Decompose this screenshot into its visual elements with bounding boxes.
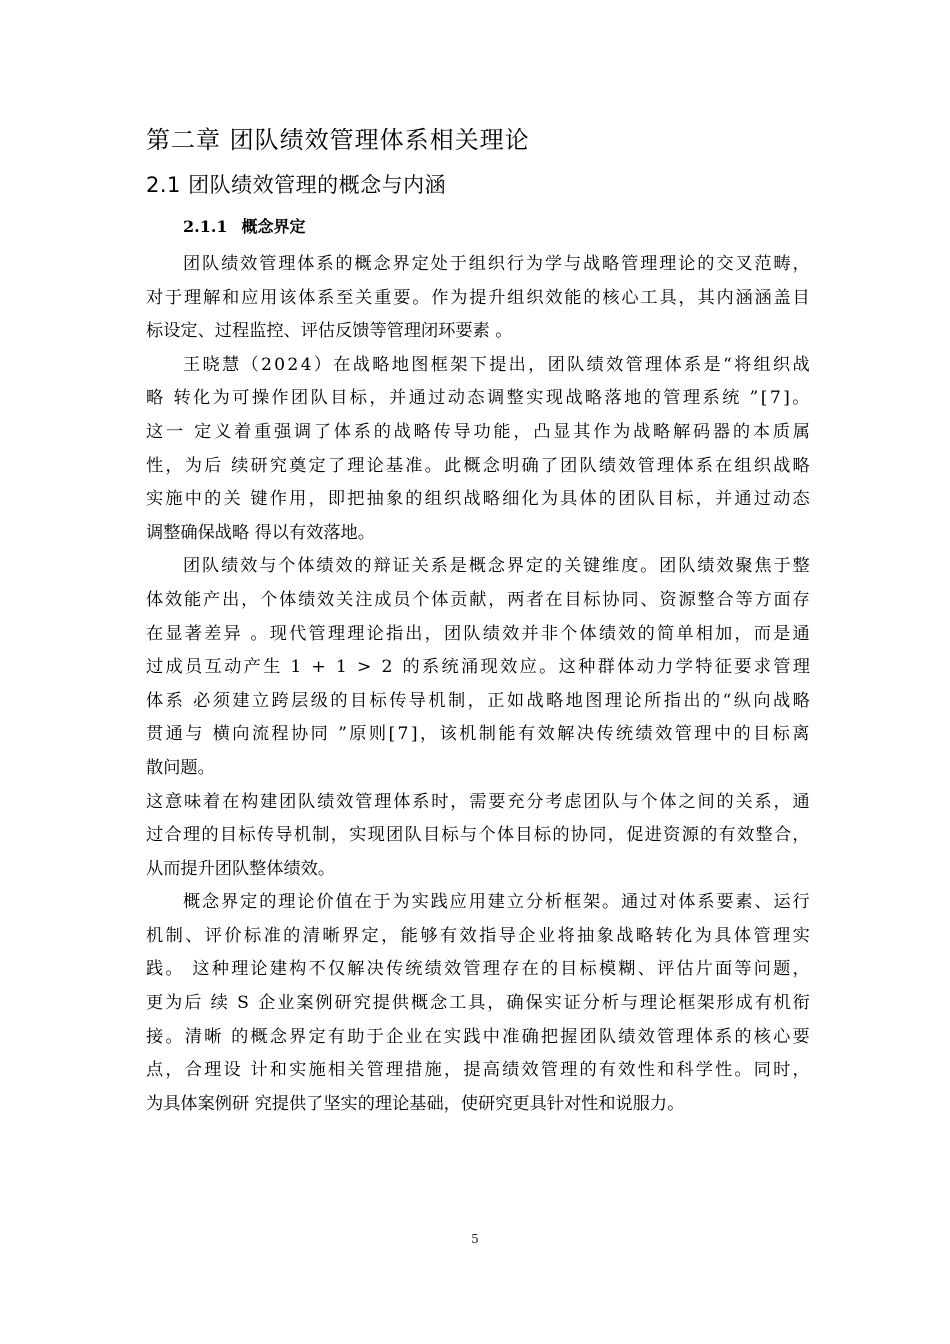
paragraph-line: 践 。 这 种 理 论 建 构 不 仅 解 决 传 统 绩 效 管 理 存 在 的 目 标 模 糊 、 评 估 片 面 等 问 题 ， xyxy=(146,959,810,980)
body-text xyxy=(146,248,810,1121)
paragraph-line: 在 显 著 差 异 。 现 代 管 理 理 论 指 出 ， 团 队 绩 效 并 非 个 体 绩 效 的 简 单 相 加 ， 而 是 通 xyxy=(146,623,810,644)
paragraph-line: 实 施 中 的 关 键 作 用 ， 即 把 抽 象 的 组 织 战 略 细 化 为 具 体 的 团 队 目 标 ， 并 通 过 动 态 xyxy=(146,489,810,510)
chapter-title: 第二章 团队绩效管理体系相关理论 xyxy=(146,126,530,154)
paragraph-line: 过 成 员 互 动 产 生 1 + 1 > 2 的 系 统 涌 现 效 应 。 这 种 群 体 动 力 学 特 征 要 求 管 理 xyxy=(146,657,810,678)
paragraph-line: 为具体案例研 究提供了坚实的理论基础，使研究更具针对性和说服力。 xyxy=(146,1093,685,1114)
paragraph-line: 接 。 清 晰 的 概 念 界 定 有 助 于 企 业 在 实 践 中 准 确 把 握 团 队 绩 效 管 理 体 系 的 核 心 要 xyxy=(146,1026,810,1047)
paragraph-line: 这 一 定 义 着 重 强 调 了 体 系 的 战 略 传 导 功 能 ， 凸 显 其 作 为 战 略 解 码 器 的 本 质 属 xyxy=(146,421,810,442)
paragraph-line: 概 念 界 定 的 理 论 价 值 在 于 为 实 践 应 用 建 立 分 析 框 架 。 通 过 对 体 系 要 素 、 运 行 xyxy=(183,892,810,913)
page-number: 5 xyxy=(471,1232,479,1246)
paragraph xyxy=(146,886,810,1121)
paragraph-line: 略 转 化 为 可 操 作 团 队 目 标 ， 并 通 过 动 态 调 整 实 现 战 略 落 地 的 管 理 系 统 ” [ 7 ] 。 xyxy=(146,388,810,409)
paragraph-line: 更 为 后 续 S 企 业 案 例 研 究 提 供 概 念 工 具 ， 确 保 实 证 分 析 与 理 论 框 架 形 成 有 机 衔 xyxy=(146,993,810,1014)
paragraph xyxy=(146,550,810,785)
paragraph-line: 体 系 必 须 建 立 跨 层 级 的 目 标 传 导 机 制 ， 正 如 战 略 地 图 理 论 所 指 出 的 “ 纵 向 战 略 xyxy=(146,690,810,711)
section-title: 2.1 团队绩效管理的概念与内涵 xyxy=(146,173,447,197)
paragraph-line: 标设定、过程监控、评估反馈等管理闭环要素 。 xyxy=(146,321,513,342)
paragraph-line: 调整确保战略 得以有效落地。 xyxy=(146,522,375,543)
paragraph-line: 性 ， 为 后 续 研 究 奠 定 了 理 论 基 准 。 此 概 念 明 确 了 团 队 绩 效 管 理 体 系 在 组 织 战 略 xyxy=(146,455,810,476)
subsection-label: 概念界定 xyxy=(241,217,306,236)
paragraph-line: 从而提升团队整体绩效。 xyxy=(146,858,336,879)
paragraph-line: 这 意 味 着 在 构 建 团 队 绩 效 管 理 体 系 时 ， 需 要 充 分 考 虑 团 队 与 个 体 之 间 的 关 系 ， 通 xyxy=(146,791,810,812)
paragraph-line: 机 制 、 评 价 标 准 的 清 晰 界 定 ， 能 够 有 效 指 导 企 业 将 抽 象 战 略 转 化 为 具 体 管 理 实 xyxy=(146,925,810,946)
paragraph-line: 体 效 能 产 出 ， 个 体 绩 效 关 注 成 员 个 体 贡 献 ， 两 者 在 目 标 协 同 、 资 源 整 合 等 方 面 存 xyxy=(146,589,810,610)
paragraph xyxy=(146,349,810,551)
paragraph-line: 对 于 理 解 和 应 用 该 体 系 至 关 重 要 。 作 为 提 升 组 织 效 能 的 核 心 工 具 ， 其 内 涵 涵 盖 目 xyxy=(146,287,810,308)
subsection-title xyxy=(183,214,306,240)
paragraph xyxy=(146,248,810,349)
paragraph-line: 过 合 理 的 目 标 传 导 机 制 ， 实 现 团 队 目 标 与 个 体 目 标 的 协 同 ， 促 进 资 源 的 有 效 整 合 ， xyxy=(146,825,810,846)
paragraph-line: 点 ， 合 理 设 计 和 实 施 相 关 管 理 措 施 ， 提 高 绩 效 管 理 的 有 效 性 和 科 学 性 。 同 时 ， xyxy=(146,1060,810,1081)
paragraph-line: 团 队 绩 效 与 个 体 绩 效 的 辩 证 关 系 是 概 念 界 定 的 关 键 维 度 。 团 队 绩 效 聚 焦 于 整 xyxy=(183,556,810,577)
paragraph xyxy=(146,786,810,887)
paragraph-line: 散问题。 xyxy=(146,757,215,778)
subsection-number: 2.1.1 xyxy=(183,217,228,236)
paragraph-line: 团 队 绩 效 管 理 体 系 的 概 念 界 定 处 于 组 织 行 为 学 与 战 略 管 理 理 论 的 交 叉 范 畴 ， xyxy=(183,254,810,274)
paragraph-line: 贯 通 与 横 向 流 程 协 同 ” 原 则 [ 7 ] ， 该 机 制 能 有 效 解 决 传 统 绩 效 管 理 中 的 目 标 离 xyxy=(146,724,810,745)
paragraph-line: 王 晓 慧 （ 2 0 2 4 ） 在 战 略 地 图 框 架 下 提 出 ， 团 队 绩 效 管 理 体 系 是 “ 将 组 织 战 xyxy=(183,354,810,375)
